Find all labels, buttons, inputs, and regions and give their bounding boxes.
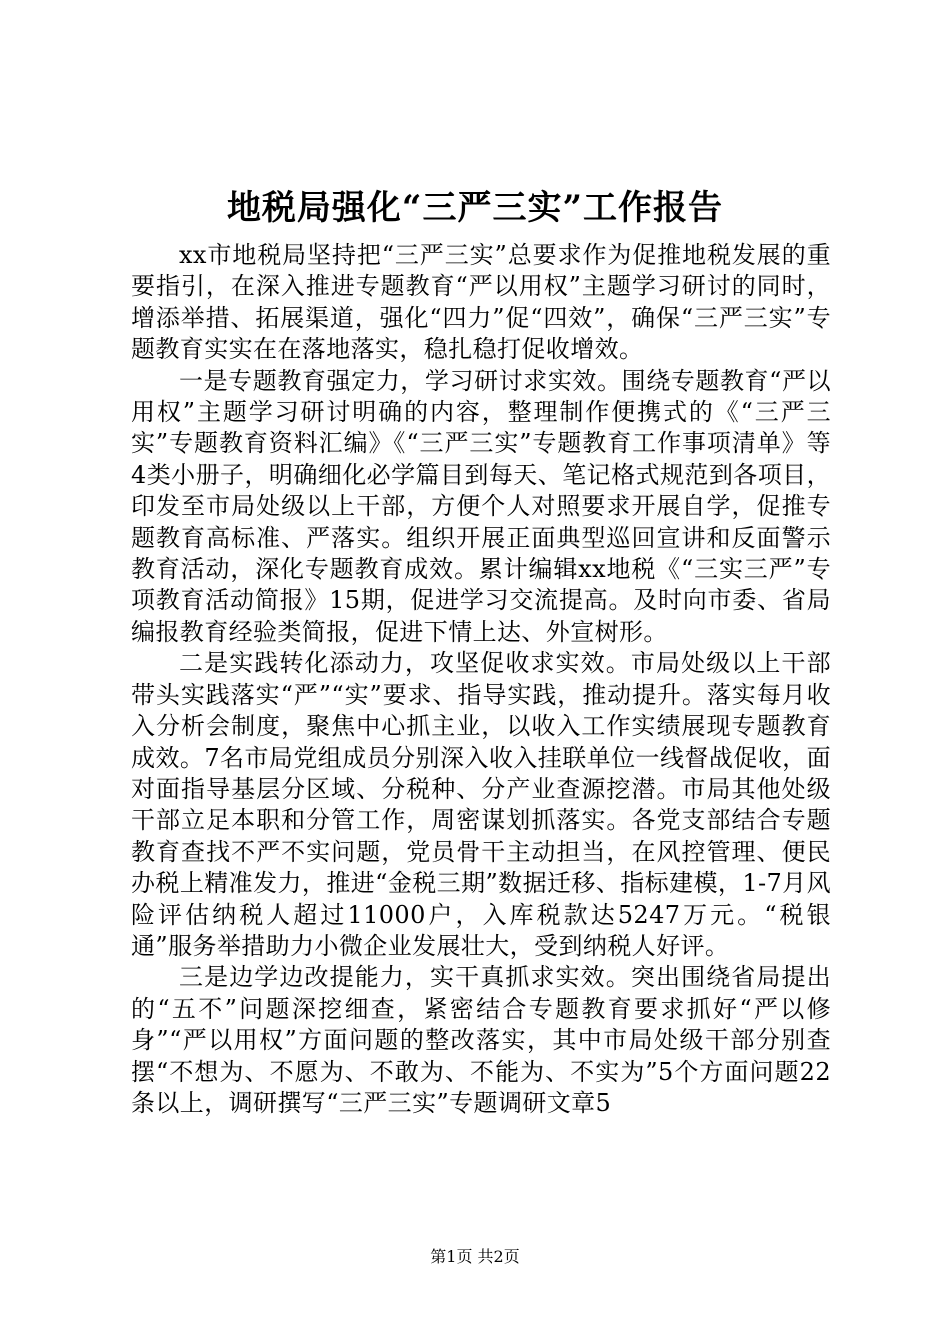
- page-number-footer: 第1页 共2页: [430, 1247, 520, 1266]
- paragraph-point-three: 三是边学边改提能力，实干真抓求实效。突出围绕省局提出的“五不”问题深挖细查，紧密结合专题教育要求抓好“严以修身”“严以用权”方面问题的整改落实，其中市局处级干部分别查摆“不想为、不愿为、不敢为、不能为、不实为”5个方面问题22条以上，调研撰写“三严三实”专题调研文章5: [131, 963, 831, 1117]
- paragraph-point-one: 一是专题教育强定力，学习研讨求实效。围绕专题教育“严以用权”主题学习研讨明确的内容，整理制作便携式的《“三严三实”专题教育资料汇编》《“三严三实”专题教育工作事项清单》等4类小册子，明确细化必学篇目到每天、笔记格式规范到各项目，印发至市局处级以上干部，方便个人对照要求开展自学，促推专题教育高标准、严落实。组织开展正面典型巡回宣讲和反面警示教育活动，深化专题教育成效。累计编辑xx地税《“三实三严”专项教育活动简报》15期，促进学习交流提高。及时向市委、省局编报教育经验类简报，促进下情上达、外宣树形。: [131, 366, 831, 646]
- paragraph-intro: xx市地税局坚持把“三严三实”总要求作为促推地税发展的重要指引，在深入推进专题教育“严以用权”主题学习研讨的同时，增添举措、拓展渠道，强化“四力”促“四效”，确保“三严三实”专题教育实实在在落地落实，稳扎稳打促收增效。: [131, 241, 831, 364]
- document-body: [131, 240, 831, 1119]
- document-title: 地税局强化“三严三实”工作报告: [226, 188, 724, 228]
- paragraph-point-two: 二是实践转化添动力，攻坚促收求实效。市局处级以上干部带头实践落实“严”“实”要求、指导实践，推动提升。落实每月收入分析会制度，聚焦中心抓主业，以收入工作实绩展现专题教育成效。7名市局党组成员分别深入收入挂联单位一线督战促收，面对面指导基层分区域、分税种、分产业查源挖潜。市局其他处级干部立足本职和分管工作，周密谋划抓落实。各党支部结合专题教育查找不严不实问题，党员骨干主动担当，在风控管理、便民办税上精准发力，推进“金税三期”数据迁移、指标建模，1-7月风险评估纳税人超过11000户，入库税款达5247万元。“税银通”服务举措助力小微企业发展壮大，受到纳税人好评。: [131, 649, 831, 960]
